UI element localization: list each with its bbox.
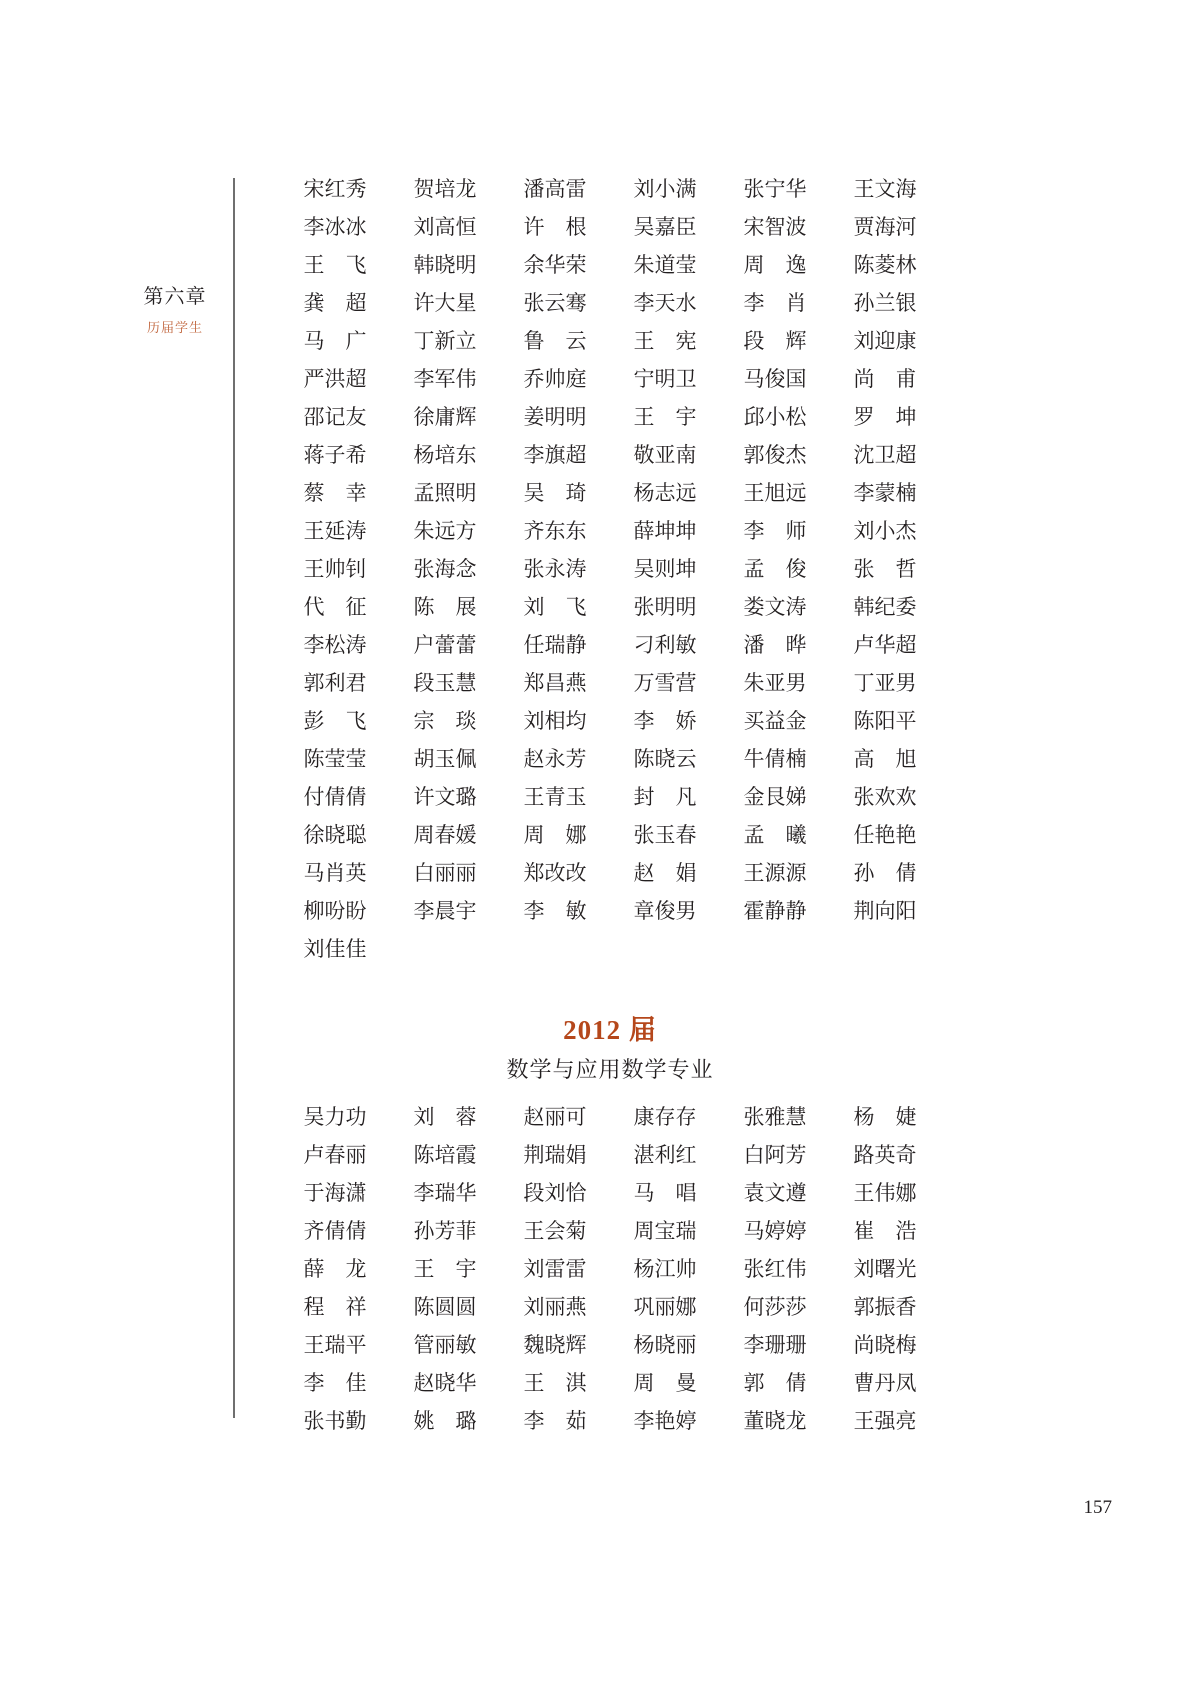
student-name: 王 飞: [303, 253, 367, 277]
student-name: 崔 浩: [853, 1219, 917, 1243]
student-name: 王瑞平: [303, 1333, 367, 1357]
student-name: 段刘恰: [523, 1181, 587, 1205]
student-name: 吴 琦: [523, 481, 587, 505]
student-name: 刘雷雷: [523, 1257, 587, 1281]
student-name: 王延涛: [303, 519, 367, 543]
student-name: 张 哲: [853, 557, 917, 581]
student-name: 张雅慧: [743, 1105, 807, 1129]
student-name: 张明明: [633, 595, 697, 619]
chapter-title: 第六章: [143, 286, 207, 308]
name-grid-block2: [280, 1098, 940, 1440]
student-name: 赵晓华: [413, 1371, 477, 1395]
student-name: 王青玉: [523, 785, 587, 809]
student-name: 张欢欢: [853, 785, 917, 809]
student-name: 户蕾蕾: [413, 633, 477, 657]
student-name: 杨江帅: [633, 1257, 697, 1281]
student-name: 蔡 幸: [303, 481, 367, 505]
student-name: 王源源: [743, 861, 807, 885]
student-name: 赵永芳: [523, 747, 587, 771]
student-name: 马 广: [303, 329, 367, 353]
student-name: 段 辉: [743, 329, 807, 353]
student-name: 罗 坤: [853, 405, 917, 429]
student-name: 何莎莎: [743, 1295, 807, 1319]
student-name: 白丽丽: [413, 861, 477, 885]
student-name: 路英奇: [853, 1143, 917, 1167]
student-name: 严洪超: [303, 367, 367, 391]
student-name: 张海念: [413, 557, 477, 581]
student-name: 卢华超: [853, 633, 917, 657]
student-name: 杨培东: [413, 443, 477, 467]
student-name: 王强亮: [853, 1409, 917, 1433]
page-number: 157: [1083, 1497, 1112, 1518]
student-name: 尚 甫: [853, 367, 917, 391]
student-name: 万雪营: [633, 671, 697, 695]
student-name: 孟 俊: [743, 557, 807, 581]
student-name: 许大星: [413, 291, 477, 315]
student-name: 邵记友: [303, 405, 367, 429]
student-name: 荆瑞娟: [523, 1143, 587, 1167]
student-name: 齐东东: [523, 519, 587, 543]
student-name: 李军伟: [413, 367, 477, 391]
student-name: 王旭远: [743, 481, 807, 505]
student-name: 白阿芳: [743, 1143, 807, 1167]
student-name: 李松涛: [303, 633, 367, 657]
student-name: 杨晓丽: [633, 1333, 697, 1357]
student-name: 王文海: [853, 177, 917, 201]
student-name: 娄文涛: [743, 595, 807, 619]
student-name: 马俊国: [743, 367, 807, 391]
student-name: 孙芳菲: [413, 1219, 477, 1243]
student-name: 湛利红: [633, 1143, 697, 1167]
student-name: 李旗超: [523, 443, 587, 467]
student-name: 宋智波: [743, 215, 807, 239]
student-name: 刘高恒: [413, 215, 477, 239]
student-name: 周 娜: [523, 823, 587, 847]
student-name: 蒋子希: [303, 443, 367, 467]
student-name: 王 宪: [633, 329, 697, 353]
student-name: 乔帅庭: [523, 367, 587, 391]
student-name: 任艳艳: [853, 823, 917, 847]
student-name: 魏晓辉: [523, 1333, 587, 1357]
student-name: 柳吩盼: [303, 899, 367, 923]
student-name: 龚 超: [303, 291, 367, 315]
student-name: 张永涛: [523, 557, 587, 581]
student-name: 李蒙楠: [853, 481, 917, 505]
student-name: 李 娇: [633, 709, 697, 733]
student-name: 潘高雷: [523, 177, 587, 201]
student-name: 丁亚男: [853, 671, 917, 695]
student-name: 张云骞: [523, 291, 587, 315]
student-name: 陈培霞: [413, 1143, 477, 1167]
student-name: 张红伟: [743, 1257, 807, 1281]
student-name: 郑改改: [523, 861, 587, 885]
student-name: 赵 娟: [633, 861, 697, 885]
student-name: 刘小满: [633, 177, 697, 201]
student-name: 潘 晔: [743, 633, 807, 657]
student-name: 管丽敏: [413, 1333, 477, 1357]
student-name: 齐倩倩: [303, 1219, 367, 1243]
student-name: 李冰冰: [303, 215, 367, 239]
student-name: 陈莹莹: [303, 747, 367, 771]
student-name: 高 旭: [853, 747, 917, 771]
student-name: 马 唱: [633, 1181, 697, 1205]
student-name: 金艮娣: [743, 785, 807, 809]
student-name: 霍静静: [743, 899, 807, 923]
student-name: 马肖英: [303, 861, 367, 885]
student-name: 杨 婕: [853, 1105, 917, 1129]
student-name: 李艳婷: [633, 1409, 697, 1433]
student-name: 邱小松: [743, 405, 807, 429]
student-name: 代 征: [303, 595, 367, 619]
student-name: 王帅钊: [303, 557, 367, 581]
vertical-divider: [233, 178, 235, 1418]
section-major-title: 数学与应用数学专业: [506, 1057, 714, 1082]
student-name: 薛 龙: [303, 1257, 367, 1281]
student-name: 王 宇: [413, 1257, 477, 1281]
student-name: 刘佳佳: [303, 937, 367, 961]
student-name: 宁明卫: [633, 367, 697, 391]
student-name: 李瑞华: [413, 1181, 477, 1205]
student-name: 李 师: [743, 519, 807, 543]
student-name: 刘 飞: [523, 595, 587, 619]
student-name: 荆向阳: [853, 899, 917, 923]
student-name: 许 根: [523, 215, 587, 239]
student-name: 王伟娜: [853, 1181, 917, 1205]
student-name: 徐庸辉: [413, 405, 477, 429]
student-name: 刘小杰: [853, 519, 917, 543]
student-name: 王 淇: [523, 1371, 587, 1395]
student-name: 陈阳平: [853, 709, 917, 733]
student-name: 吴力功: [303, 1105, 367, 1129]
student-name: 沈卫超: [853, 443, 917, 467]
student-name: 刘曙光: [853, 1257, 917, 1281]
student-name: 孟照明: [413, 481, 477, 505]
student-name: 马婷婷: [743, 1219, 807, 1243]
student-name: 刘相均: [523, 709, 587, 733]
student-name: 张书勤: [303, 1409, 367, 1433]
student-name: 彭 飞: [303, 709, 367, 733]
student-name: 宋红秀: [303, 177, 367, 201]
student-name: 董晓龙: [743, 1409, 807, 1433]
student-name: 陈圆圆: [413, 1295, 477, 1319]
student-name: 刘丽燕: [523, 1295, 587, 1319]
student-name: 王 宇: [633, 405, 697, 429]
student-name: 郭利君: [303, 671, 367, 695]
student-name: 郑昌燕: [523, 671, 587, 695]
student-name: 郭 倩: [743, 1371, 807, 1395]
student-name: 刘 蓉: [413, 1105, 477, 1129]
student-name: 李 肖: [743, 291, 807, 315]
student-name: 敬亚南: [633, 443, 697, 467]
student-name: 任瑞静: [523, 633, 587, 657]
chapter-subtitle: 历届学生: [146, 320, 203, 335]
student-name: 程 祥: [303, 1295, 367, 1319]
student-name: 朱远方: [413, 519, 477, 543]
student-name: 孟 曦: [743, 823, 807, 847]
student-name: 鲁 云: [523, 329, 587, 353]
student-name: 张玉春: [633, 823, 697, 847]
student-name: 赵丽可: [523, 1105, 587, 1129]
student-name: 尚晓梅: [853, 1333, 917, 1357]
student-name: 吴则坤: [633, 557, 697, 581]
student-name: 袁文遵: [743, 1181, 807, 1205]
student-name: 陈晓云: [633, 747, 697, 771]
student-name: 陈菱林: [853, 253, 917, 277]
chapter-marker: [120, 280, 230, 336]
student-name: 杨志远: [633, 481, 697, 505]
student-name: 贺培龙: [413, 177, 477, 201]
student-name: 周 曼: [633, 1371, 697, 1395]
student-name: 章俊男: [633, 899, 697, 923]
student-name: 姚 璐: [413, 1409, 477, 1433]
student-name: 贾海河: [853, 215, 917, 239]
student-name: 封 凡: [633, 785, 697, 809]
student-name: 刘迎康: [853, 329, 917, 353]
student-name: 许文璐: [413, 785, 477, 809]
student-name: 陈 展: [413, 595, 477, 619]
student-name: 曹丹凤: [853, 1371, 917, 1395]
student-name: 李 佳: [303, 1371, 367, 1395]
student-name: 张宁华: [743, 177, 807, 201]
student-name: 朱道莹: [633, 253, 697, 277]
student-name: 朱亚男: [743, 671, 807, 695]
student-name: 徐晓聪: [303, 823, 367, 847]
student-name: 姜明明: [523, 405, 587, 429]
student-name: 李天水: [633, 291, 697, 315]
student-name: 李 茹: [523, 1409, 587, 1433]
student-name: 李珊珊: [743, 1333, 807, 1357]
student-name: 周宝瑞: [633, 1219, 697, 1243]
student-name: 韩晓明: [413, 253, 477, 277]
student-name: 李晨宇: [413, 899, 477, 923]
student-name: 巩丽娜: [633, 1295, 697, 1319]
student-name: 付倩倩: [303, 785, 367, 809]
student-name: 孙兰银: [853, 291, 917, 315]
student-name: 吴嘉臣: [633, 215, 697, 239]
student-name: 牛倩楠: [743, 747, 807, 771]
student-name: 孙 倩: [853, 861, 917, 885]
student-name: 买益金: [743, 709, 807, 733]
section-year-title: 2012 届: [563, 1015, 657, 1045]
student-name: 刁利敏: [633, 633, 697, 657]
student-name: 胡玉佩: [413, 747, 477, 771]
student-name: 薛坤坤: [633, 519, 697, 543]
student-name: 于海潇: [303, 1181, 367, 1205]
student-name: 李 敏: [523, 899, 587, 923]
student-name: 周 逸: [743, 253, 807, 277]
student-name: 韩纪委: [853, 595, 917, 619]
student-name: 郭俊杰: [743, 443, 807, 467]
page-content: [280, 170, 940, 1440]
student-name: 宗 琰: [413, 709, 477, 733]
student-name: 卢春丽: [303, 1143, 367, 1167]
student-name: 周春媛: [413, 823, 477, 847]
student-name: 丁新立: [413, 329, 477, 353]
name-grid-block1: [280, 170, 940, 968]
student-name: 余华荣: [523, 253, 587, 277]
student-name: 王会菊: [523, 1219, 587, 1243]
student-name: 康存存: [633, 1105, 697, 1129]
student-name: 郭振香: [853, 1295, 917, 1319]
student-name: 段玉慧: [413, 671, 477, 695]
